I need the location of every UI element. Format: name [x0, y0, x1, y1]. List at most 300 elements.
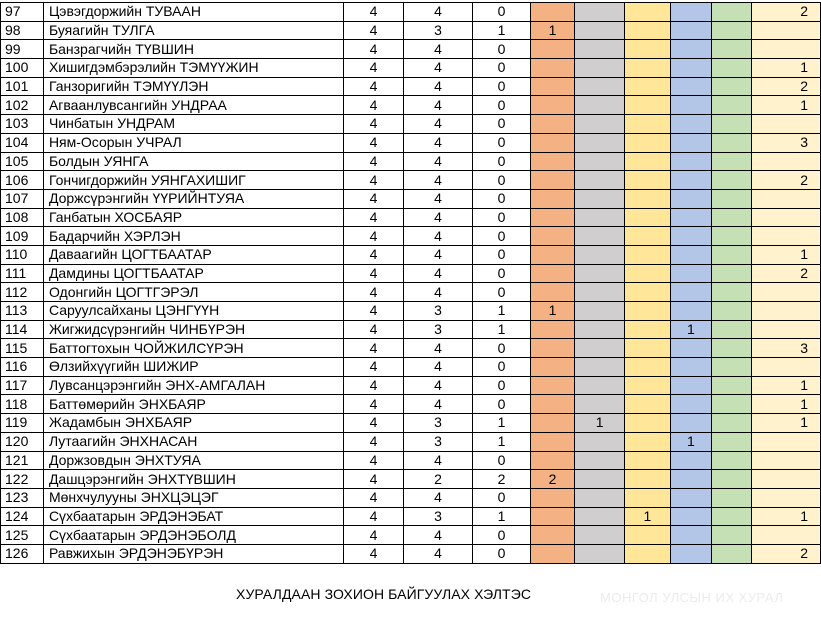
color-cell: [712, 544, 752, 563]
value-cell: 4: [403, 133, 473, 152]
color-cell: [575, 245, 625, 264]
color-cell: 2: [752, 77, 821, 96]
watermark: МОНГОЛ УЛСЫН ИХ ХУРАЛ: [600, 590, 784, 605]
color-cell: [530, 96, 574, 115]
color-cell: [575, 115, 625, 134]
value-cell: 4: [344, 339, 403, 358]
table-row: [1, 189, 821, 208]
color-cell: [752, 152, 821, 171]
color-cell: [575, 470, 625, 489]
value-cell: 2: [473, 470, 530, 489]
row-number: 114: [1, 320, 44, 339]
color-cell: [625, 320, 670, 339]
color-cell: [625, 3, 670, 22]
color-cell: [575, 432, 625, 451]
color-cell: 1: [752, 59, 821, 78]
color-cell: [670, 208, 712, 227]
value-cell: 4: [403, 376, 473, 395]
value-cell: 4: [344, 171, 403, 190]
value-cell: 3: [403, 302, 473, 321]
color-cell: [712, 77, 752, 96]
color-cell: [712, 133, 752, 152]
color-cell: [752, 470, 821, 489]
color-cell: [712, 171, 752, 190]
value-cell: 4: [403, 526, 473, 545]
value-cell: 4: [403, 59, 473, 78]
value-cell: 4: [344, 133, 403, 152]
table-row: [1, 171, 821, 190]
color-cell: [752, 40, 821, 59]
color-cell: [670, 77, 712, 96]
value-cell: 1: [473, 320, 530, 339]
color-cell: [625, 358, 670, 377]
member-name: Гончигдоржийн УЯНГАХИШИГ: [43, 171, 343, 190]
color-cell: [575, 451, 625, 470]
value-cell: 4: [403, 171, 473, 190]
color-cell: [575, 77, 625, 96]
member-name: Жигжидсүрэнгийн ЧИНБҮРЭН: [43, 320, 343, 339]
value-cell: 3: [403, 432, 473, 451]
color-cell: [712, 96, 752, 115]
color-cell: [670, 470, 712, 489]
value-cell: 4: [344, 488, 403, 507]
color-cell: [752, 115, 821, 134]
color-cell: 1: [575, 414, 625, 433]
table-row: [1, 358, 821, 377]
color-cell: [625, 395, 670, 414]
member-name: Равжихын ЭРДЭНЭБҮРЭН: [43, 544, 343, 563]
table-row: [1, 283, 821, 302]
color-cell: [575, 3, 625, 22]
color-cell: [670, 376, 712, 395]
table-row: [1, 3, 821, 22]
value-cell: 0: [473, 189, 530, 208]
color-cell: [530, 358, 574, 377]
color-cell: [625, 115, 670, 134]
color-cell: [530, 152, 574, 171]
table-row: [1, 320, 821, 339]
color-cell: [712, 208, 752, 227]
color-cell: [752, 21, 821, 40]
color-cell: 1: [752, 414, 821, 433]
color-cell: [752, 488, 821, 507]
value-cell: 4: [403, 544, 473, 563]
color-cell: [625, 451, 670, 470]
color-cell: [625, 339, 670, 358]
value-cell: 4: [403, 77, 473, 96]
color-cell: 1: [752, 245, 821, 264]
color-cell: [530, 414, 574, 433]
value-cell: 4: [403, 488, 473, 507]
color-cell: [530, 320, 574, 339]
color-cell: 2: [752, 544, 821, 563]
value-cell: 0: [473, 171, 530, 190]
color-cell: [625, 488, 670, 507]
color-cell: [712, 3, 752, 22]
color-cell: [712, 339, 752, 358]
color-cell: [575, 283, 625, 302]
vote-table: [0, 2, 821, 564]
color-cell: 1: [752, 507, 821, 526]
color-cell: [712, 488, 752, 507]
value-cell: 0: [473, 339, 530, 358]
color-cell: [530, 264, 574, 283]
value-cell: 4: [403, 208, 473, 227]
color-cell: [530, 451, 574, 470]
color-cell: [670, 395, 712, 414]
row-number: 100: [1, 59, 44, 78]
value-cell: 4: [344, 432, 403, 451]
value-cell: 3: [403, 414, 473, 433]
color-cell: [530, 133, 574, 152]
table-row: [1, 432, 821, 451]
color-cell: [752, 189, 821, 208]
table-row: [1, 451, 821, 470]
row-number: 118: [1, 395, 44, 414]
member-name: Лувсанцэрэнгийн ЭНХ-АМГАЛАН: [43, 376, 343, 395]
color-cell: [575, 208, 625, 227]
color-cell: [752, 283, 821, 302]
color-cell: 3: [752, 339, 821, 358]
member-name: Болдын УЯНГА: [43, 152, 343, 171]
color-cell: [712, 115, 752, 134]
member-name: Ганбатын ХОСБАЯР: [43, 208, 343, 227]
value-cell: 4: [403, 245, 473, 264]
color-cell: [625, 133, 670, 152]
color-cell: [625, 77, 670, 96]
value-cell: 0: [473, 283, 530, 302]
member-name: Сүхбаатарын ЭРДЭНЭБОЛД: [43, 526, 343, 545]
color-cell: [752, 432, 821, 451]
color-cell: [670, 96, 712, 115]
color-cell: [625, 171, 670, 190]
member-name: Баттөмөрийн ЭНХБАЯР: [43, 395, 343, 414]
table-row: [1, 302, 821, 321]
color-cell: [670, 339, 712, 358]
table-row: [1, 152, 821, 171]
value-cell: 4: [344, 451, 403, 470]
color-cell: [712, 189, 752, 208]
color-cell: [712, 40, 752, 59]
value-cell: 4: [344, 245, 403, 264]
value-cell: 2: [403, 470, 473, 489]
value-cell: 1: [473, 432, 530, 451]
color-cell: [575, 320, 625, 339]
color-cell: [712, 358, 752, 377]
value-cell: 4: [344, 414, 403, 433]
color-cell: [530, 432, 574, 451]
color-cell: [530, 208, 574, 227]
member-name: Одонгийн ЦОГТГЭРЭЛ: [43, 283, 343, 302]
value-cell: 4: [344, 59, 403, 78]
color-cell: [712, 432, 752, 451]
value-cell: 4: [344, 3, 403, 22]
color-cell: [625, 245, 670, 264]
value-cell: 0: [473, 3, 530, 22]
row-number: 106: [1, 171, 44, 190]
color-cell: [712, 264, 752, 283]
value-cell: 4: [403, 96, 473, 115]
color-cell: [530, 283, 574, 302]
value-cell: 4: [403, 451, 473, 470]
table-row: [1, 488, 821, 507]
member-name: Сүхбаатарын ЭРДЭНЭБАТ: [43, 507, 343, 526]
color-cell: [712, 59, 752, 78]
value-cell: 4: [403, 115, 473, 134]
row-number: 120: [1, 432, 44, 451]
value-cell: 4: [344, 358, 403, 377]
color-cell: [530, 488, 574, 507]
color-cell: [575, 40, 625, 59]
color-cell: 1: [670, 432, 712, 451]
value-cell: 4: [403, 227, 473, 246]
value-cell: 0: [473, 152, 530, 171]
color-cell: [752, 358, 821, 377]
color-cell: [530, 59, 574, 78]
row-number: 122: [1, 470, 44, 489]
value-cell: 4: [403, 395, 473, 414]
table-row: [1, 264, 821, 283]
value-cell: 0: [473, 526, 530, 545]
table-row: [1, 21, 821, 40]
row-number: 121: [1, 451, 44, 470]
row-number: 99: [1, 40, 44, 59]
color-cell: 2: [752, 3, 821, 22]
color-cell: [712, 451, 752, 470]
color-cell: [575, 395, 625, 414]
value-cell: 0: [473, 245, 530, 264]
color-cell: 2: [530, 470, 574, 489]
table-row: [1, 115, 821, 134]
color-cell: [575, 507, 625, 526]
color-cell: [530, 507, 574, 526]
color-cell: [712, 227, 752, 246]
value-cell: 4: [344, 264, 403, 283]
color-cell: [575, 133, 625, 152]
member-name: Мөнхчулууны ЭНХЦЭЦЭГ: [43, 488, 343, 507]
value-cell: 0: [473, 395, 530, 414]
color-cell: [625, 264, 670, 283]
color-cell: [670, 171, 712, 190]
row-number: 104: [1, 133, 44, 152]
color-cell: [625, 376, 670, 395]
value-cell: 4: [403, 264, 473, 283]
member-name: Доржзовдын ЭНХТУЯА: [43, 451, 343, 470]
color-cell: [670, 283, 712, 302]
color-cell: [752, 302, 821, 321]
color-cell: [530, 544, 574, 563]
color-cell: [575, 339, 625, 358]
color-cell: [670, 451, 712, 470]
color-cell: [670, 133, 712, 152]
value-cell: 0: [473, 115, 530, 134]
value-cell: 4: [344, 320, 403, 339]
value-cell: 1: [473, 302, 530, 321]
row-number: 124: [1, 507, 44, 526]
value-cell: 0: [473, 133, 530, 152]
value-cell: 0: [473, 358, 530, 377]
member-name: Дашцэрэнгийн ЭНХТҮВШИН: [43, 470, 343, 489]
color-cell: [712, 470, 752, 489]
color-cell: [625, 96, 670, 115]
table-row: [1, 227, 821, 246]
member-name: Ганзоригийн ТЭМҮҮЛЭН: [43, 77, 343, 96]
row-number: 115: [1, 339, 44, 358]
color-cell: [575, 302, 625, 321]
table-row: [1, 339, 821, 358]
color-cell: 1: [625, 507, 670, 526]
row-number: 123: [1, 488, 44, 507]
row-number: 103: [1, 115, 44, 134]
color-cell: [670, 115, 712, 134]
color-cell: [670, 189, 712, 208]
value-cell: 0: [473, 96, 530, 115]
color-cell: [712, 376, 752, 395]
table-row: [1, 395, 821, 414]
color-cell: [670, 507, 712, 526]
color-cell: [712, 414, 752, 433]
value-cell: 0: [473, 59, 530, 78]
member-name: Ням-Осорын УЧРАЛ: [43, 133, 343, 152]
value-cell: 4: [344, 395, 403, 414]
color-cell: [752, 451, 821, 470]
value-cell: 4: [344, 376, 403, 395]
color-cell: [625, 59, 670, 78]
value-cell: 1: [473, 414, 530, 433]
value-cell: 4: [344, 283, 403, 302]
value-cell: 4: [403, 283, 473, 302]
color-cell: 1: [670, 320, 712, 339]
value-cell: 0: [473, 376, 530, 395]
color-cell: [530, 189, 574, 208]
color-cell: [625, 526, 670, 545]
color-cell: [530, 40, 574, 59]
color-cell: [530, 245, 574, 264]
row-number: 126: [1, 544, 44, 563]
value-cell: 4: [344, 152, 403, 171]
color-cell: [625, 208, 670, 227]
color-cell: [575, 21, 625, 40]
table-row: [1, 133, 821, 152]
table-row: [1, 245, 821, 264]
member-name: Саруулсайханы ЦЭНГҮҮН: [43, 302, 343, 321]
color-cell: 3: [752, 133, 821, 152]
member-name: Даваагийн ЦОГТБААТАР: [43, 245, 343, 264]
row-number: 112: [1, 283, 44, 302]
value-cell: 0: [473, 208, 530, 227]
color-cell: [530, 115, 574, 134]
color-cell: [712, 152, 752, 171]
member-name: Лутаагийн ЭНХНАСАН: [43, 432, 343, 451]
color-cell: 1: [752, 96, 821, 115]
value-cell: 4: [344, 208, 403, 227]
table-row: [1, 507, 821, 526]
value-cell: 4: [403, 358, 473, 377]
member-name: Дамдины ЦОГТБААТАР: [43, 264, 343, 283]
value-cell: 4: [344, 302, 403, 321]
member-name: Цэвэгдоржийн ТУВААН: [43, 3, 343, 22]
member-name: Бадарчийн ХЭРЛЭН: [43, 227, 343, 246]
color-cell: [625, 470, 670, 489]
value-cell: 4: [344, 40, 403, 59]
member-name: Өлзийхүүгийн ШИЖИР: [43, 358, 343, 377]
table-row: [1, 376, 821, 395]
color-cell: [625, 189, 670, 208]
row-number: 105: [1, 152, 44, 171]
color-cell: [670, 3, 712, 22]
color-cell: 1: [752, 376, 821, 395]
color-cell: [625, 432, 670, 451]
value-cell: 4: [403, 3, 473, 22]
member-name: Хишигдэмбэрэлийн ТЭМҮҮЖИН: [43, 59, 343, 78]
table-row: [1, 59, 821, 78]
table-row: [1, 526, 821, 545]
color-cell: [712, 21, 752, 40]
value-cell: 4: [344, 544, 403, 563]
table-row: [1, 414, 821, 433]
color-cell: [712, 395, 752, 414]
value-cell: 0: [473, 227, 530, 246]
value-cell: 0: [473, 544, 530, 563]
color-cell: [575, 264, 625, 283]
value-cell: 4: [344, 21, 403, 40]
color-cell: 2: [752, 171, 821, 190]
table-row: [1, 96, 821, 115]
member-name: Баттогтохын ЧОЙЖИЛСҮРЭН: [43, 339, 343, 358]
member-name: Банзрагчийн ТҮВШИН: [43, 40, 343, 59]
color-cell: [625, 283, 670, 302]
color-cell: [670, 358, 712, 377]
color-cell: [670, 245, 712, 264]
color-cell: [575, 59, 625, 78]
value-cell: 0: [473, 264, 530, 283]
color-cell: [625, 152, 670, 171]
color-cell: [752, 320, 821, 339]
table-row: [1, 208, 821, 227]
value-cell: 4: [344, 507, 403, 526]
color-cell: [752, 526, 821, 545]
color-cell: [712, 302, 752, 321]
table-body: [1, 3, 821, 564]
row-number: 109: [1, 227, 44, 246]
color-cell: [625, 414, 670, 433]
value-cell: 3: [403, 507, 473, 526]
color-cell: [712, 283, 752, 302]
value-cell: 1: [473, 21, 530, 40]
member-name: Жадамбын ЭНХБАЯР: [43, 414, 343, 433]
color-cell: [530, 526, 574, 545]
color-cell: [575, 544, 625, 563]
value-cell: 1: [473, 507, 530, 526]
member-name: Буяагийн ТУЛГА: [43, 21, 343, 40]
row-number: 119: [1, 414, 44, 433]
color-cell: [670, 302, 712, 321]
color-cell: [712, 320, 752, 339]
color-cell: [575, 96, 625, 115]
color-cell: [530, 376, 574, 395]
color-cell: [752, 208, 821, 227]
color-cell: [712, 245, 752, 264]
table-row: [1, 77, 821, 96]
color-cell: [530, 171, 574, 190]
color-cell: [575, 152, 625, 171]
value-cell: 4: [403, 152, 473, 171]
table-row: [1, 470, 821, 489]
table-row: [1, 40, 821, 59]
color-cell: [670, 264, 712, 283]
value-cell: 4: [403, 40, 473, 59]
color-cell: 2: [752, 264, 821, 283]
